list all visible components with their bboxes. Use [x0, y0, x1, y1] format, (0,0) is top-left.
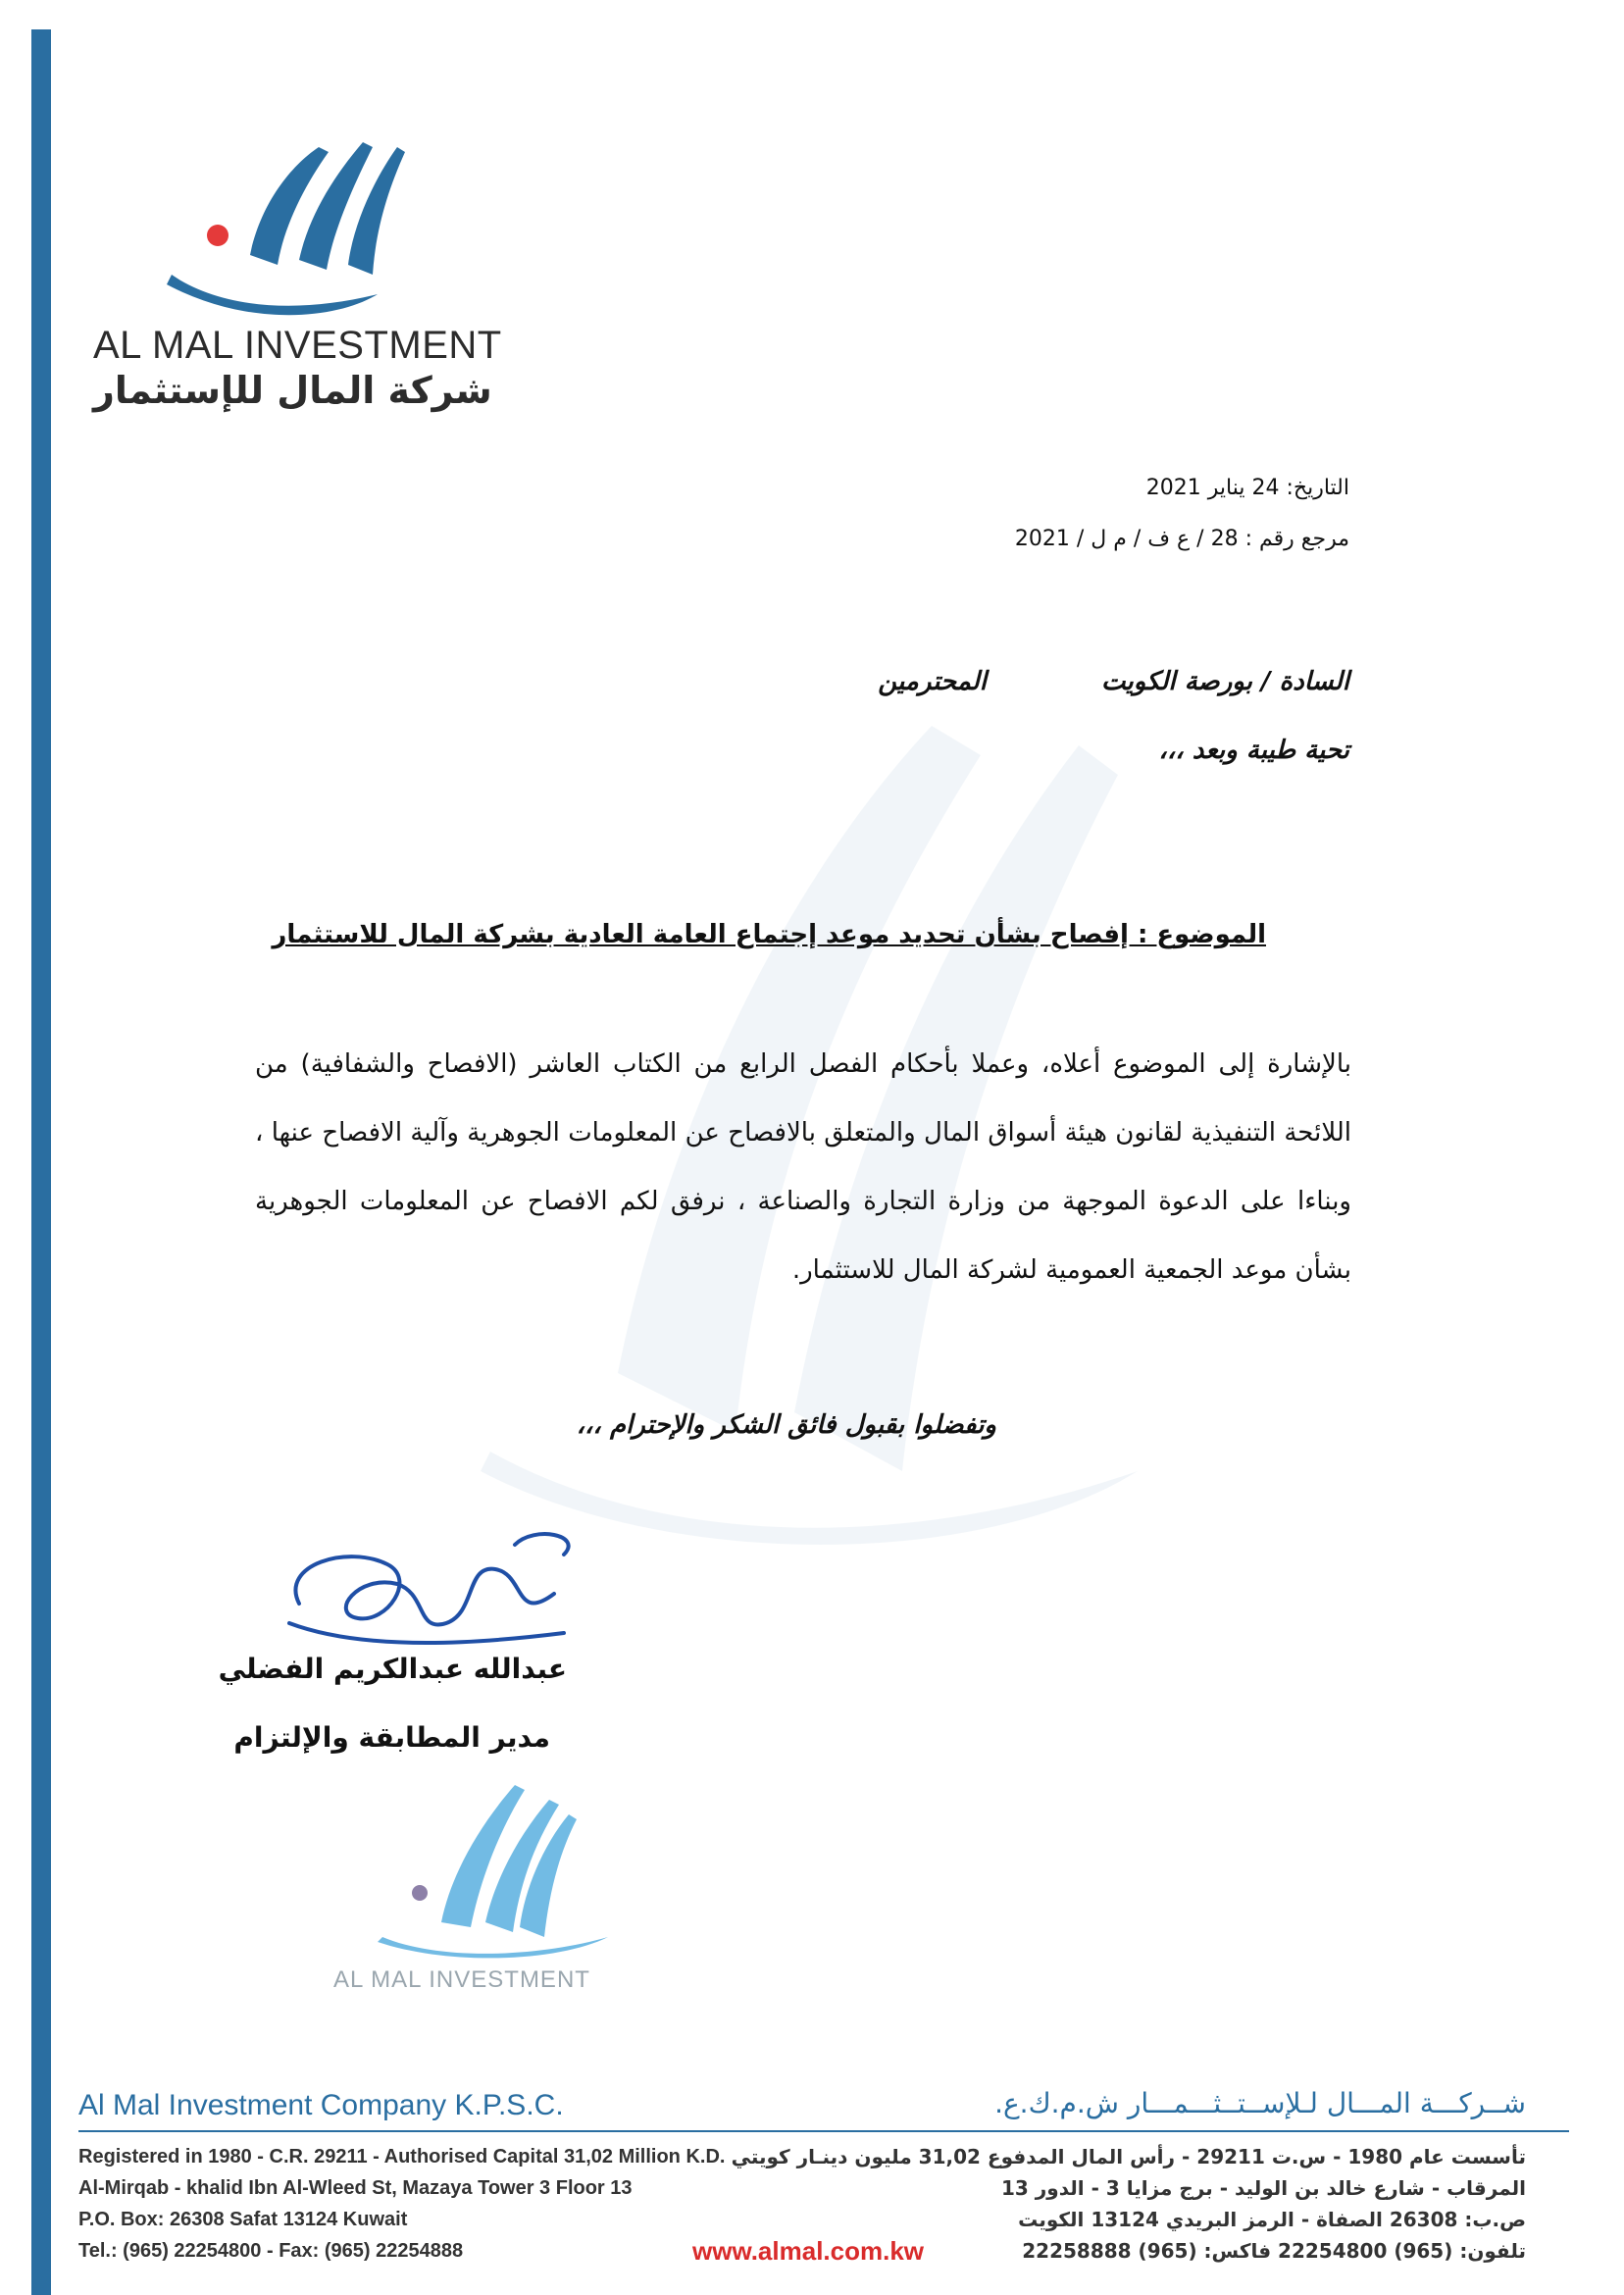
logo-name-en: AL MAL INVESTMENT	[93, 324, 502, 367]
logo-mark-icon	[162, 137, 436, 333]
company-stamp-icon	[324, 1775, 637, 1962]
letter-reference: مرجع رقم : 28 / ع ف / م ل / 2021	[1014, 527, 1349, 551]
signatory-title: مدير المطابقة والإلتزام	[233, 1721, 550, 1754]
letter-date: التاريخ: 24 يناير 2021	[1145, 476, 1349, 500]
greeting: تحية طيبة وبعد ،،،	[1158, 736, 1349, 765]
letter-body: بالإشارة إلى الموضوع أعلاه، وعملا بأحكام الفصل الرابع من الكتاب العاشر (الافصاح والشفافية) من اللائحة التنفيذية لقانون هيئة أسواق المال والمتعلق بالافصاح عن المعلومات الجوهرية وآلية الافصاح عنها ، وبناءا على الدعوة الموجهة من وزارة التجارة والصناعة ، نرفق لكم الافصاح عن المعلومات الجوهرية بشأن موعد الجمعية العمومية لشركة المال للاستثمار.	[255, 1049, 1351, 1285]
footer-phone-en: Tel.: (965) 22254800 - Fax: (965) 22254888	[78, 2240, 464, 2262]
company-logo	[93, 118, 505, 412]
handwritten-signature-icon	[270, 1525, 593, 1653]
footer-phone-ar: تلفون: (965) 22254800 فاكس: (965) 22258888	[1022, 2239, 1526, 2263]
addressee: السادة / بورصة الكويت	[1100, 667, 1349, 696]
logo-name-ar: شركة المال للإستثمار	[93, 369, 492, 412]
letter-closing: وتفضلوا بقبول فائق الشكر والإحترام ،،،	[576, 1410, 996, 1440]
footer-registration-ar: تأسست عام 1980 - س.ت 29211 - رأس المال المدفوع 31,02 مليون دينـار كويتي	[731, 2145, 1526, 2168]
footer-company-name-en: Al Mal Investment Company K.P.S.C.	[78, 2089, 564, 2121]
addressee-honorific: المحترمين	[878, 667, 987, 696]
left-accent-bar	[31, 29, 51, 2295]
footer-address-en: Al-Mirqab - khalid Ibn Al-Wleed St, Mazaya Tower 3 Floor 13	[78, 2177, 633, 2199]
stamp-text: AL MAL INVESTMENT	[333, 1966, 590, 1993]
signatory-name: عبدالله عبدالكريم الفضلي	[218, 1653, 567, 1685]
footer-pobox-ar: ص.ب: 26308 الصفاة - الرمز البريدي 13124 الكويت	[1018, 2208, 1526, 2231]
footer-pobox-en: P.O. Box: 26308 Safat 13124 Kuwait	[78, 2209, 408, 2230]
letter-subject: الموضوع : إفصاح بشأن تحديد موعد إجتماع العامة العادية بشركة المال للاستثمار	[272, 920, 1266, 949]
footer-registration-en: Registered in 1980 - C.R. 29211 - Authorised Capital 31,02 Million K.D.	[78, 2146, 726, 2168]
footer-address-ar: المرقاب - شارع خالد بن الوليد - برج مزايا 3 - الدور 13	[1000, 2176, 1526, 2200]
footer-details-en	[78, 2141, 725, 2267]
footer-company-name-ar: شــركـــة المـــال لـلإســتــثـــمـــار ش.م.ك.ع.	[994, 2087, 1526, 2119]
website-link[interactable]: www.almal.com.kw	[692, 2236, 925, 2266]
footer-divider	[78, 2130, 1569, 2132]
